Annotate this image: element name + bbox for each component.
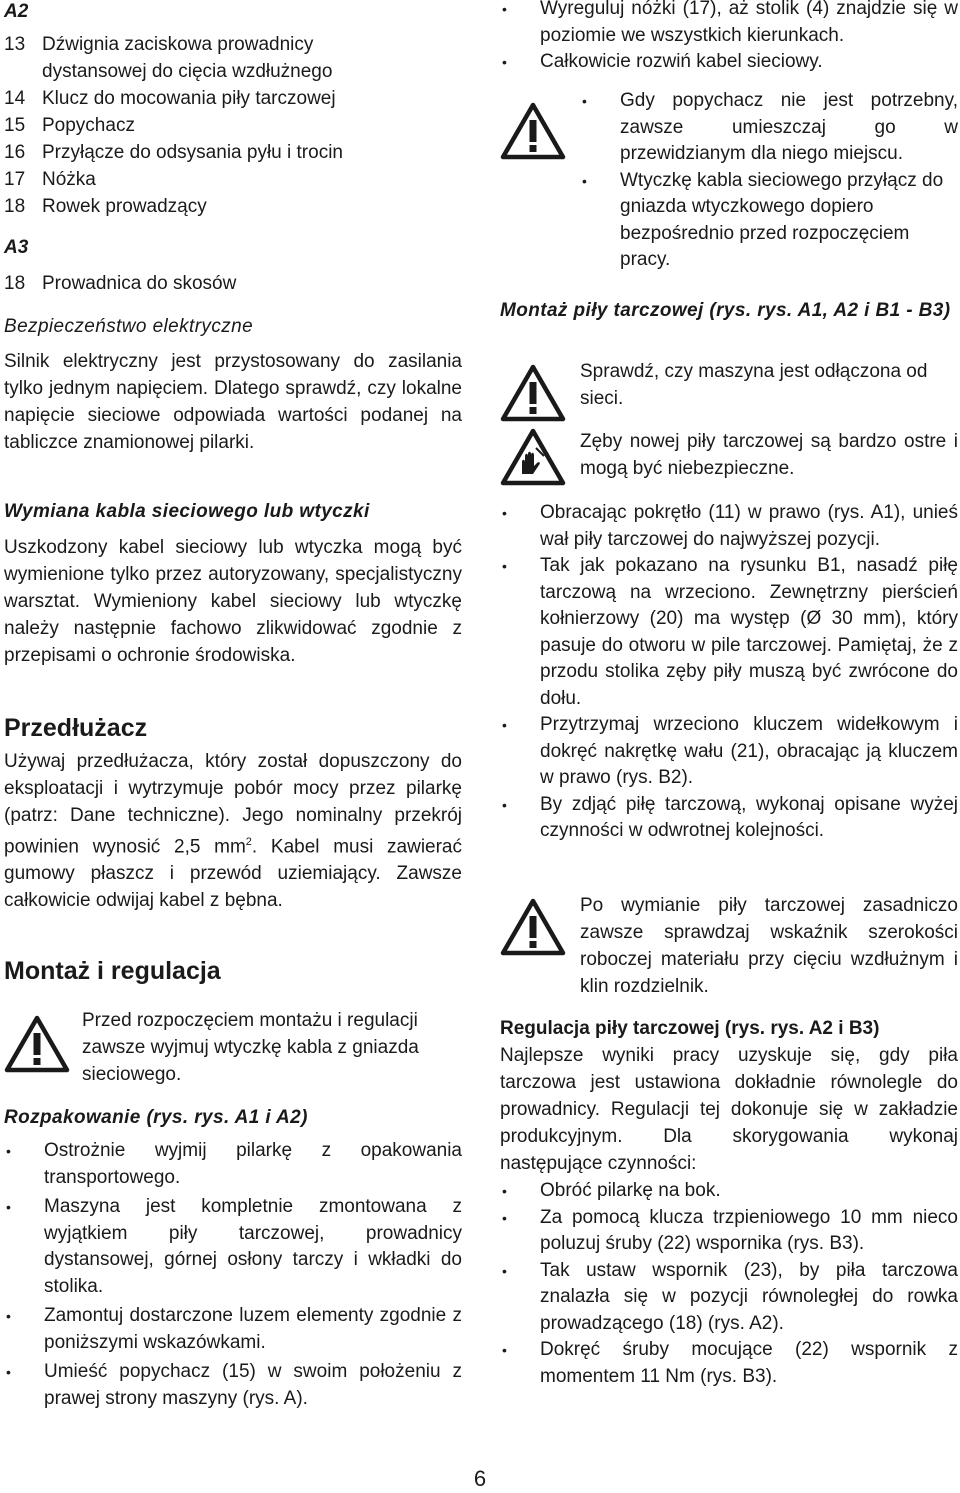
list-item: • Wtyczkę kabla sieciowego przyłącz do gniazda wtyczkowego dopiero bezpośrednio przed rozpoczęciem pracy. [580, 168, 958, 274]
list-item: • Obracając pokrętło (11) w prawo (rys. A1), unieś wał piły tarczowej do najwyższej pozycji. [500, 500, 958, 553]
list-item: • Dokręć śruby mocujące (22) wspornik z momentem 11 Nm (rys. B3). [500, 1337, 958, 1390]
extension-heading: Przedłużacz [4, 714, 148, 742]
sharp-teeth-caution [500, 428, 958, 488]
assembly-warning-text: Przed rozpoczęciem montażu i regulacji zawsze wyjmuj wtyczkę kabla z gniazda sieciowego. [82, 1010, 419, 1085]
leveling-list [500, 0, 958, 76]
legend-item: 14 Klucz do mocowania piły tarczowej [4, 88, 336, 109]
assembly-warning [4, 1007, 462, 1087]
list-item: • Całkowicie rozwiń kabel sieciowy. [500, 49, 958, 76]
unpacking-heading: Rozpakowanie (rys. rys. A1 i A2) [4, 1107, 308, 1128]
disconnect-warning-text: Sprawdź, czy maszyna jest odłączona od sieci. [580, 361, 928, 409]
list-item: • Ostrożnie wyjmij pilarkę z opakowania transportowego. [4, 1138, 462, 1191]
blade-change-warning [500, 892, 958, 1002]
blade-adjust-text: Najlepsze wyniki pracy uzyskuje się, gdy piła tarczowa jest ustawiona dokładnie równolegle do prowadnicy. Regulacji tej dokonuje się w zakładzie produkcyjnym. Dla skorygowania wykonaj następujące czynności: [500, 1045, 958, 1174]
superscript: 2 [245, 836, 252, 848]
pusher-warning [500, 88, 958, 283]
list-item: • Tak ustaw wspornik (23), by piła tarczowa znalazła się w pozycji równoległej do rowka prowadzącego (18) (rys. A2). [500, 1258, 958, 1338]
list-item: • By zdjąć piłę tarczową, wykonaj opisane wyżej czynności w odwrotnej kolejności. [500, 792, 958, 845]
pusher-warning-list [580, 88, 958, 274]
legend-item: 15 Popychacz [4, 115, 135, 136]
legend-item: 18 Rowek prowadzący [4, 196, 207, 217]
list-item: • Obróć pilarkę na bok. [500, 1178, 958, 1205]
list-item: • Zamontuj dostarczone luzem elementy zgodnie z poniższymi wskazówkami. [4, 1303, 462, 1356]
list-item: • Przytrzymaj wrzeciono kluczem widełkowym i dokręć nakrętkę wału (21), obracając ją kluczem w prawo (rys. B2). [500, 712, 958, 792]
unpacking-list [4, 1138, 462, 1412]
list-item: • Umieść popychacz (15) w swoim położeniu z prawej strony maszyny (rys. A). [4, 1359, 462, 1412]
legend-item: 17 Nóżka [4, 169, 96, 190]
electrical-safety-text: Silnik elektryczny jest przystosowany do zasilania tylko jednym napięciem. Dlatego sprawdź, czy lokalne napięcie sieciowe odpowiada wartości podanej na tabliczce znamionowej pilarki. [4, 351, 462, 453]
legend-item: 16 Przyłącze do odsysania pyłu i trocin [4, 142, 343, 163]
sharp-teeth-caution-text: Zęby nowej piły tarczowej są bardzo ostre i mogą być niebezpieczne. [580, 431, 958, 479]
warning-triangle-icon [4, 1015, 70, 1073]
legend-item: dystansowej do cięcia wzdłużnego [42, 61, 333, 82]
extension-text: Używaj przedłużacza, który został dopuszczony do eksploatacji i wytrzymuje pobór mocy przez pilarkę (patrz: Dane techniczne). Jego nominalny przekrój powinien wynosić 2,5 $mm^2$. Kabel musi zawierać gumowy płaszcz i przewód uziemiający. Zawsze całkowicie odwijaj kabel z bębna. [4, 751, 462, 912]
list-item: • Gdy popychacz nie jest potrzebny, zawsze umieszczaj go w przewidzianym dla niego miejscu. [580, 88, 958, 168]
legend-item: 13 Dźwignia zaciskowa prowadnicy [4, 34, 314, 55]
page-number: 6 [473, 1466, 487, 1491]
fig-a3-legend [4, 270, 462, 297]
blade-adjust-list [500, 1178, 958, 1390]
list-item: • Maszyna jest kompletnie zmontowana z wyjątkiem piły tarczowej, prowadnicy dystansowej, górnej osłony tarczy i wkładki do stolika. [4, 1194, 462, 1300]
legend-item: 18 Prowadnica do skosów [4, 273, 237, 294]
electrical-safety-heading: Bezpieczeństwo elektryczne [4, 316, 254, 337]
assembly-heading: Montaż i regulacja [4, 957, 221, 985]
blade-adjust-heading: Regulacja piły tarczowej (rys. rys. A2 i B3) [500, 1018, 880, 1039]
blade-mount-heading: Montaż piły tarczowej (rys. rys. A1, A2 i B1 - B3) [500, 300, 951, 321]
blade-mount-list [500, 500, 958, 845]
warning-triangle-icon [500, 102, 566, 160]
list-item: • Za pomocą klucza trzpieniowego 10 mm nieco poluzuj śruby (22) wspornika (rys. B3). [500, 1205, 958, 1258]
warning-triangle-icon [500, 898, 566, 956]
cable-replacement-heading: Wymiana kabla sieciowego lub wtyczki [4, 501, 370, 522]
blade-change-warning-text: Po wymianie piły tarczowej zasadniczo zawsze sprawdzaj wskaźnik szerokości roboczej materiału przy cięciu wzdłużnym i klin rozdzielnik. [580, 895, 958, 997]
list-item: • Tak jak pokazano na rysunku B1, nasadź piłę tarczową na wrzeciono. Zewnętrzny pierścień kołnierzowy (20) ma występ (Ø 30 mm), który pasuje do otworu w pile tarczowej. Pamiętaj, że z przodu stolika zęby piły muszą być zwrócone do dołu. [500, 553, 958, 712]
hand-cut-hazard-icon [500, 428, 566, 486]
disconnect-warning [500, 358, 958, 418]
fig-a2-heading: A2 [4, 1, 29, 22]
list-item: • Wyreguluj nóżki (17), aż stolik (4) znajdzie się w poziomie we wszystkich kierunkach. [500, 0, 958, 49]
warning-triangle-icon [500, 364, 566, 422]
fig-a2-legend [4, 31, 462, 220]
cable-replacement-text: Uszkodzony kabel sieciowy lub wtyczka mogą być wymienione tylko przez autoryzowany, specjalistyczny warsztat. Wymieniony kabel sieciowy lub wtyczkę należy następnie fachowo zlikwidować zgodnie z przepisami o ochronie środowiska. [4, 537, 462, 666]
fig-a3-heading: A3 [4, 237, 29, 258]
